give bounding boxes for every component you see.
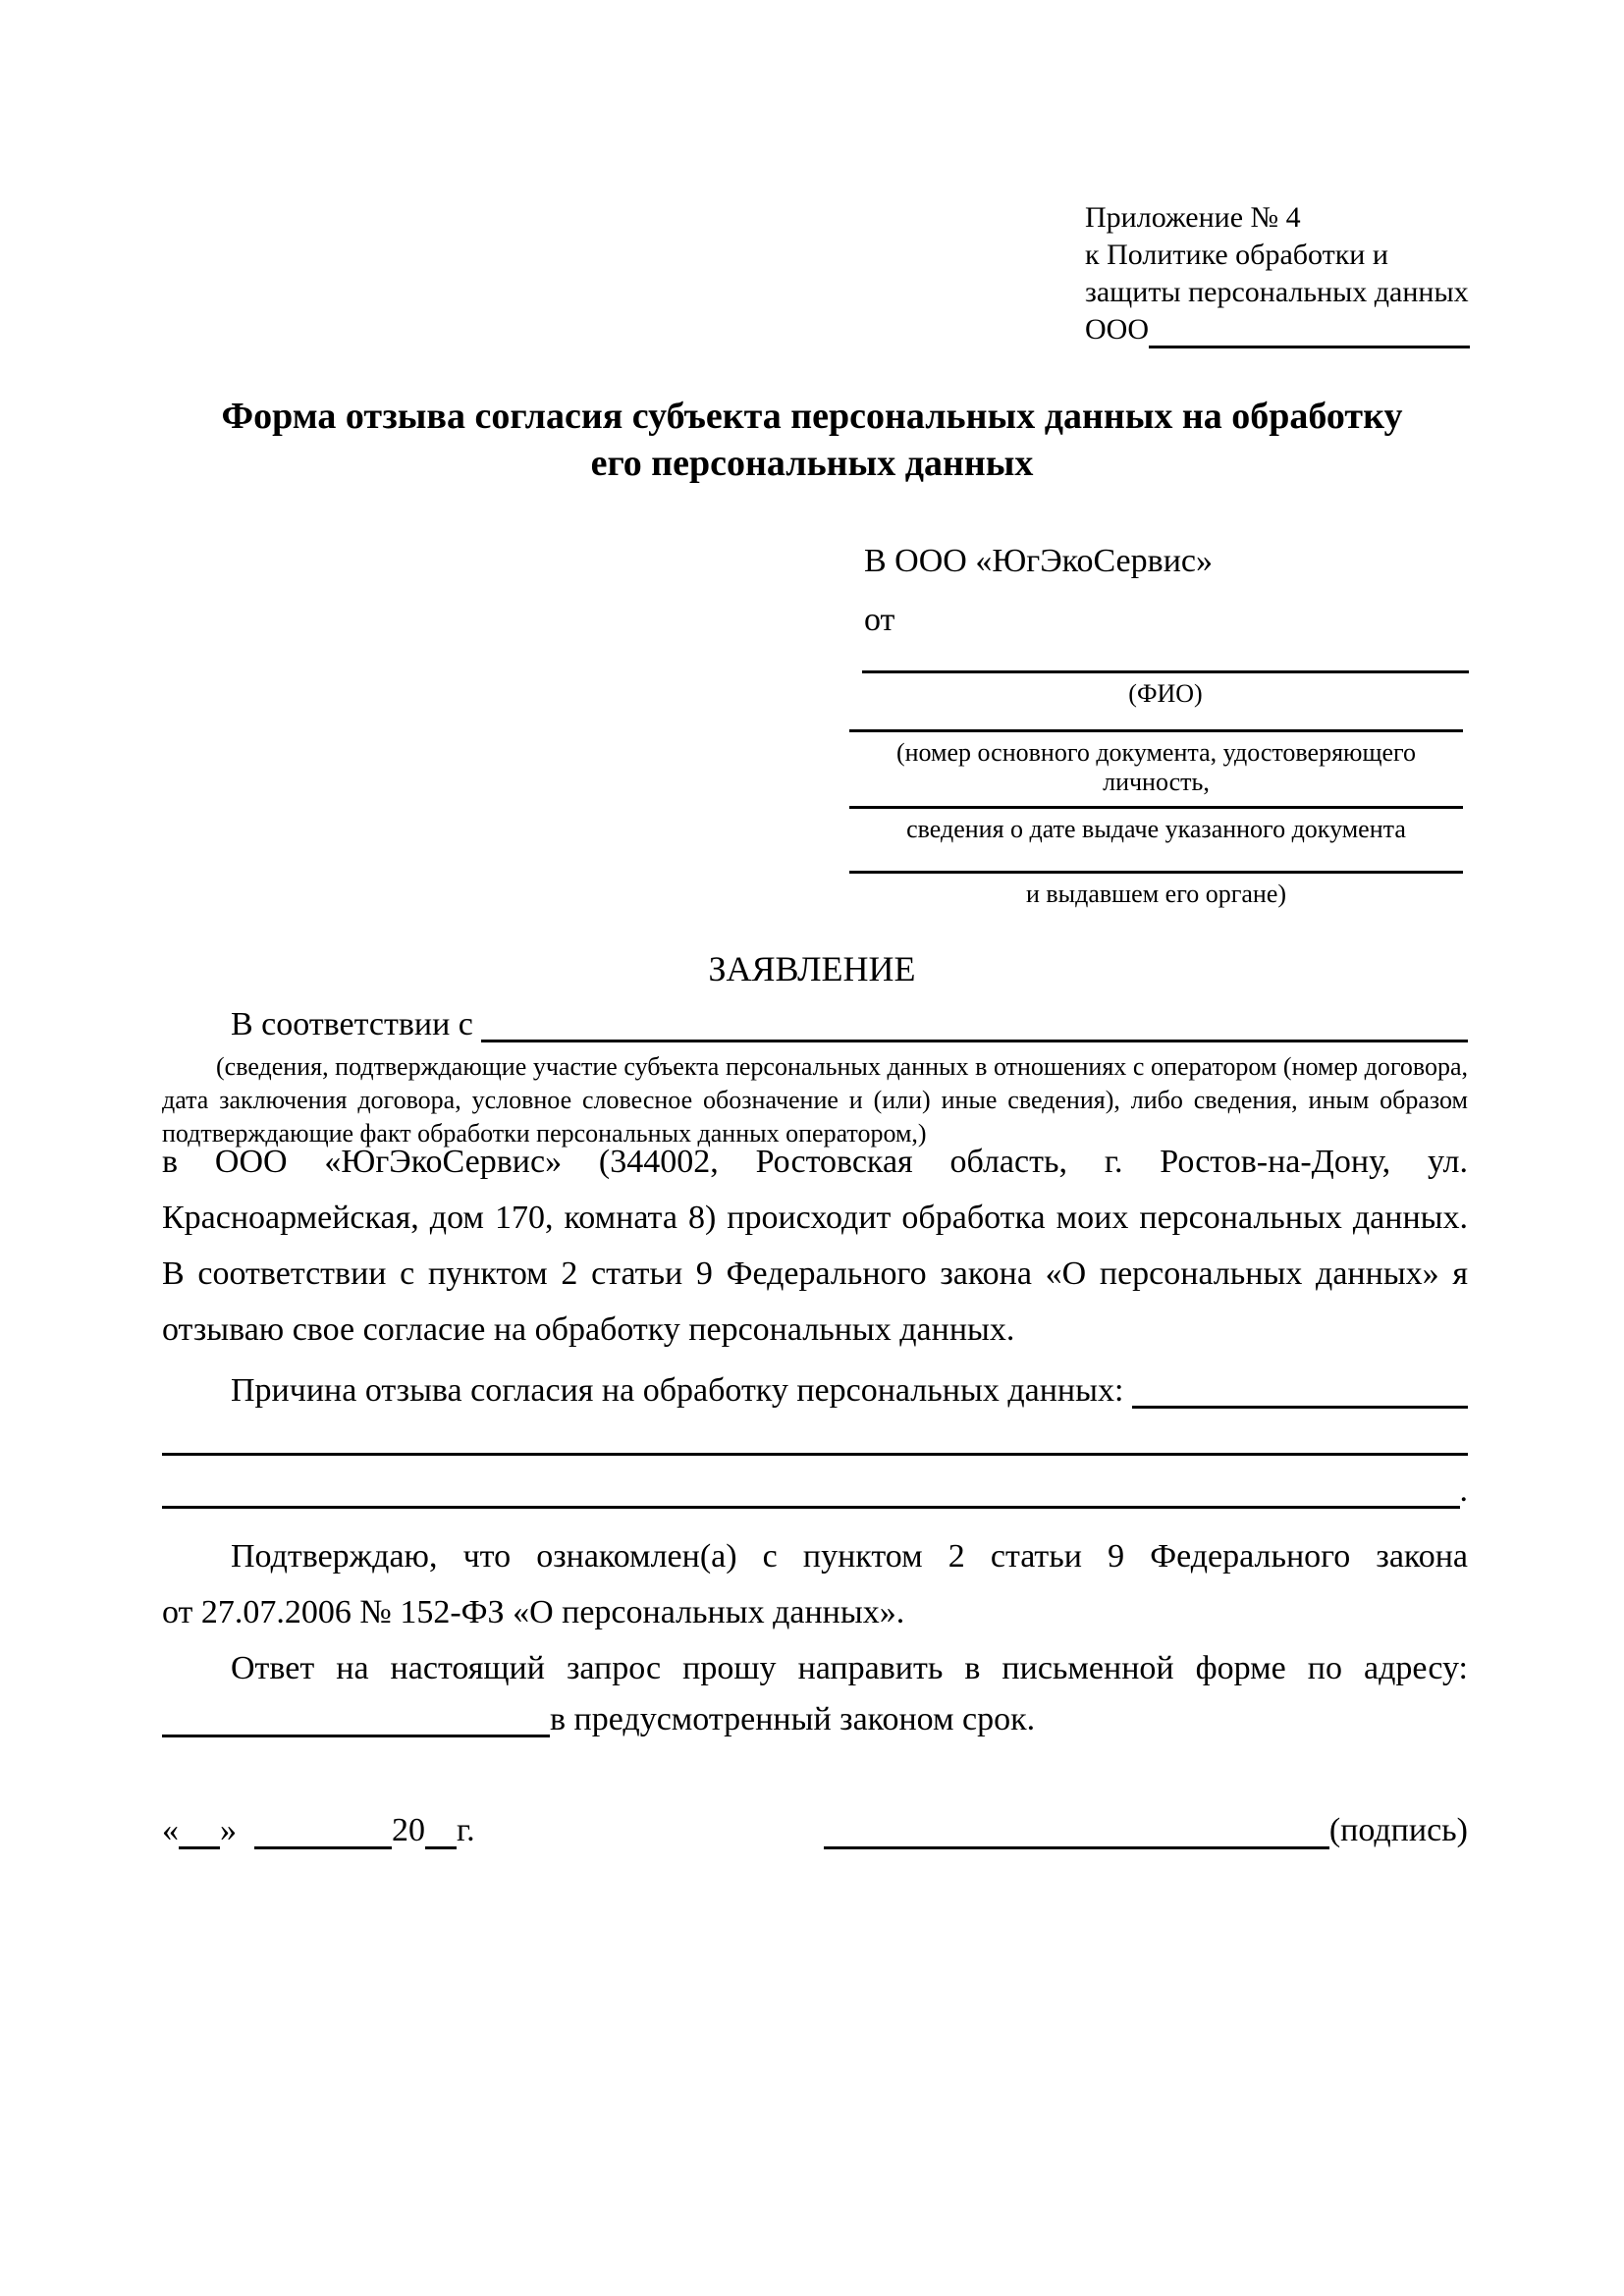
doc-issuer-blank (849, 830, 1463, 874)
addressee-to: В ООО «ЮгЭкоСервис» (864, 543, 1213, 579)
intro-footnote: (сведения, подтверждающие участие субъекта персональных данных в отношениях с оператором (номер договора, дата заключения договора, условное словесное обозначение и (или) иные сведения), либо сведения, иным образом подтверждающие факт обработки персональных данных оператором,) (162, 1052, 1468, 1148)
blank-line-period: . (1459, 1472, 1468, 1510)
doc-number-blank (849, 689, 1463, 732)
date-year-prefix: 20 (392, 1812, 425, 1848)
signature-group (824, 1812, 1468, 1849)
intro-blank (481, 1039, 1468, 1042)
confirm-paragraph (162, 1528, 1468, 1640)
fio-caption: (ФИО) (1128, 679, 1203, 708)
confirm-line: Подтверждаю, что ознакомлен(а) с пунктом 2 статьи 9 Федерального закона (231, 1538, 1468, 1575)
footer-row (162, 1800, 1468, 1849)
date-quote-close: » (220, 1812, 237, 1848)
body-paragraph (162, 1134, 1468, 1358)
signature-blank (824, 1845, 1329, 1849)
body-line: отзываю свое согласие на обработку персональных данных. (162, 1311, 1015, 1348)
doc-date-caption: сведения о дате выдаче указанного документа (906, 815, 1406, 843)
date-day-blank (179, 1845, 220, 1849)
response-line: Ответ на настоящий запрос прошу направить в письменной форме по адресу: (231, 1650, 1468, 1686)
body-line: Красноармейская, дом 170, комната 8) происходит обработка моих персональных данных. (162, 1200, 1468, 1236)
reason-blank-line-1 (162, 1406, 1468, 1456)
intro-line (162, 993, 1468, 1042)
annex-org-prefix: ООО (1085, 313, 1149, 346)
doc-issuer-caption: и выдавшем его органе) (1025, 880, 1287, 908)
addressee-from-label: от (864, 602, 895, 638)
annex-line: защиты персональных данных (1085, 276, 1469, 308)
body-line: В соответствии с пунктом 2 статьи 9 Федерального закона «О персональных данных» я (162, 1255, 1468, 1292)
date-year-blank (425, 1845, 457, 1849)
org-name-blank (1149, 345, 1470, 348)
intro-prefix: В соответствии с (231, 1006, 482, 1043)
body-line: в ООО «ЮгЭкоСервис» (344002, Ростовская область, г. Ростов-на-Дону, ул. (162, 1144, 1468, 1180)
signature-caption: (подпись) (1328, 1812, 1468, 1848)
reason-blank-line-2 (162, 1460, 1468, 1509)
response-suffix: в предусмотренный законом срок. (550, 1701, 1036, 1738)
doc-date-blank (849, 766, 1463, 809)
date-group (162, 1812, 475, 1849)
fio-blank (862, 630, 1469, 673)
document-title-line2: его персональных данных (590, 443, 1034, 484)
reason-blank-continued (162, 1505, 1460, 1509)
document-title-line1: Форма отзыва согласия субъекта персональных данных на обработку (221, 396, 1403, 437)
response-address-line (162, 1688, 1468, 1737)
reason-line (162, 1360, 1468, 1409)
date-year-suffix: г. (457, 1812, 475, 1848)
annex-org-line (1085, 311, 1470, 348)
document-title (79, 393, 1545, 487)
confirm-line: от 27.07.2006 № 152-ФЗ «О персональных данных». (162, 1594, 905, 1630)
annex-line: к Политике обработки и (1085, 239, 1388, 271)
date-month-blank (254, 1845, 392, 1849)
annex-line: Приложение № 4 (1085, 201, 1301, 234)
reason-label: Причина отзыва согласия на обработку персональных данных: (231, 1372, 1132, 1410)
date-quote-open: « (162, 1812, 179, 1848)
annex-block (1085, 199, 1470, 348)
statement-heading: ЗАЯВЛЕНИЕ (708, 949, 916, 988)
address-blank (162, 1734, 550, 1737)
doc-number-caption: (номер основного документа, удостоверяющего личность, (895, 738, 1417, 796)
